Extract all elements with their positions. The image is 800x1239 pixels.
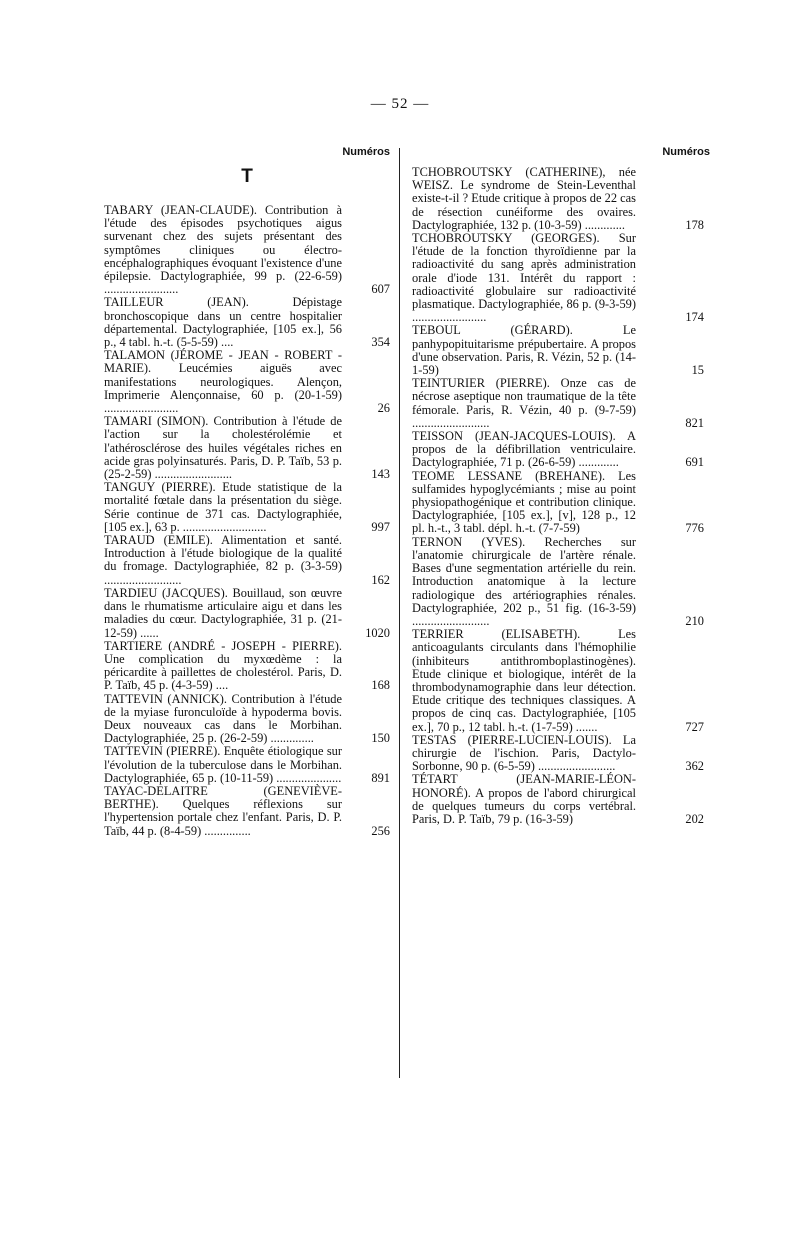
entry-text: TERRIER (ELISABETH). Les anticoagulants circulants dans l'hémophilie (inhibiteurs antithromboplastinogènes). Etude clinique et biologique, intérêt de la thrombodynamographie dans leur détection. Etude critique des techniques classiques. A propos de cinq cas. Dactylographiée, [105 ex.], 70 p., 12 tabl. h.-t. (1-7-59) ....... xyxy=(412,627,636,734)
entry-text: TARAUD (EMILE). Alimentation et santé. Introduction à l'étude biologique de la qualité du fromage. Dactylographiée, 82 p. (3-3-59) ......................... xyxy=(104,533,342,587)
column-header: Numéros xyxy=(342,146,390,158)
bibliography-entry xyxy=(412,376,704,430)
bibliography-entry xyxy=(412,534,704,628)
bibliography-entry xyxy=(104,534,390,587)
entry-text: TALAMON (JÉROME - JEAN - ROBERT - MARIE). Leucémies aiguës avec manifestations neurologiques. Alençon, Imprimerie Alençonnaise, 60 p. (20-1-59) ........................ xyxy=(104,348,342,416)
entry-text: TAILLEUR (JEAN). Dépistage bronchoscopique dans un centre hospitalier départemental. Dactylographiée, [105 ex.], 56 p., 4 tabl. h.-t. (5-5-59) .... xyxy=(104,295,342,350)
bibliography-entry xyxy=(412,429,704,470)
entry-number: 202 xyxy=(685,811,704,826)
entry-text: TÉTART (JEAN-MARIE-LÉON-HONORÉ). A propos de l'abord chirurgical de quelques tumeurs du corps vertébral. Paris, D. P. Taïb, 79 p. (16-3-59) xyxy=(412,772,636,826)
entry-number: 997 xyxy=(371,519,390,534)
entry-text: TABARY (JEAN-CLAUDE). Contribution à l'étude des épisodes psychotiques aigus survenant chez des sujets présentant des symptômes cliniques ou électro-encéphalographiques évoquant l'existence d'une épilepsie. Dactylographiée, 99 p. (22-6-59) ........................ xyxy=(104,203,342,297)
bibliography-entry xyxy=(412,468,704,536)
entry-number: 143 xyxy=(371,467,390,482)
entry-number: 821 xyxy=(685,415,704,430)
entry-number: 210 xyxy=(685,613,704,628)
entry-text: TAYAC-DELAITRE (GENEVIÈVE-BERTHE). Quelques réflexions sur l'hypertension portale chez l'enfant. Paris, D. P. Taïb, 44 p. (8-4-59) ............... xyxy=(104,783,342,838)
entry-list xyxy=(412,165,704,826)
bibliography-entry xyxy=(104,204,390,296)
section-letter: T xyxy=(241,166,253,187)
column-divider xyxy=(399,148,400,1078)
entry-text: TEISSON (JEAN-JACQUES-LOUIS). A propos de la défibrillation ventriculaire. Dactylographiée, 71 p. (26-6-59) ............. xyxy=(412,429,636,470)
entry-number: 891 xyxy=(371,770,390,785)
entry-number: 727 xyxy=(685,719,704,734)
entry-text: TEINTURIER (PIERRE). Onze cas de nécrose aseptique non traumatique de la tête fémorale. Paris, R. Vézin, 40 p. (9-7-59) ......................... xyxy=(412,376,636,430)
entry-number: 607 xyxy=(371,282,390,297)
entry-number: 1020 xyxy=(365,625,390,640)
entry-number: 354 xyxy=(371,335,390,350)
bibliography-entry xyxy=(104,296,390,349)
entry-number: 776 xyxy=(685,521,704,536)
bibliography-entry xyxy=(412,231,704,325)
page-number: — 52 — xyxy=(370,96,430,112)
bibliography-entry xyxy=(104,349,390,415)
entry-text: TANGUY (PIERRE). Etude statistique de la mortalité fœtale dans la présentation du siège. Série continue de 371 cas. Dactylographiée, [105 ex.], 63 p. ........................... xyxy=(104,480,342,534)
entry-number: 691 xyxy=(685,455,704,470)
bibliography-entry xyxy=(412,323,704,378)
entry-text: TERNON (YVES). Recherches sur l'anatomie chirurgicale de l'artère rénale. Bases d'une segmentation artérielle du rein. Introduction anatomique à la lecture radiologique des artériographies rénales. Dactylographiée, 202 p., 51 fig. (16-3-59) ......................... xyxy=(412,534,636,628)
entry-number: 174 xyxy=(685,310,704,325)
bibliography-entry xyxy=(104,745,390,785)
right-column xyxy=(412,146,710,826)
entry-number: 178 xyxy=(685,217,704,232)
bibliography-entry xyxy=(104,640,390,693)
entry-text: TCHOBROUTSKY (GEORGES). Sur l'étude de la fonction thyroïdienne par la radioactivité du sang après administration orale d'iode 131. Intérêt du rapport : radioactivité globulaire sur radioactivité plasmatique. Dactylographiée, 86 p. (9-3-59) ........................ xyxy=(412,231,636,325)
left-column xyxy=(104,146,390,838)
entry-text: TCHOBROUTSKY (CATHERINE), née WEISZ. Le syndrome de Stein-Leventhal existe-t-il ? Etude critique à propos de 22 cas de résection cunéiforme des ovaires. Dactylographiée, 132 p. (10-3-59) ............. xyxy=(412,165,636,232)
column-header: Numéros xyxy=(662,146,710,158)
bibliography-entry xyxy=(104,587,390,640)
bibliography-entry xyxy=(104,693,390,746)
bibliography-entry xyxy=(412,627,704,734)
bibliography-entry xyxy=(412,165,704,232)
entry-number: 362 xyxy=(685,759,704,774)
bibliography-entry xyxy=(104,481,390,534)
entry-text: TATTEVIN (PIERRE). Enquête étiologique sur l'évolution de la tuberculose dans le Morbihan. Dactylographiée, 65 p. (10-11-59) ..................... xyxy=(104,744,342,785)
entry-text: TESTAS (PIERRE-LUCIEN-LOUIS). La chirurgie de l'ischion. Paris, Dactylo-Sorbonne, 90 p. (6-5-59) ......................... xyxy=(412,732,636,774)
bibliography-entry xyxy=(104,415,390,481)
bibliography-entry xyxy=(412,772,704,826)
entry-list xyxy=(104,204,390,838)
entry-text: TEOME LESSANE (BREHANE). Les sulfamides hypoglycémiants ; mise au point physiopathogénique et contribution clinique. Dactylographiée, [105 ex.], [v], 128 p., 12 pl. h.-t., 3 tabl. dépl. h.-t. (7-7-59) xyxy=(412,468,636,536)
entry-number: 26 xyxy=(377,401,390,416)
entry-text: TAMARI (SIMON). Contribution à l'étude de l'action sur la cholestérolémie et l'athérosclérose des huiles végétales riches en acide gras polyinsaturés. Paris, D. P. Taïb, 53 p. (25-2-59) ......................... xyxy=(104,414,342,482)
entry-number: 15 xyxy=(691,363,704,378)
entry-number: 162 xyxy=(371,572,390,587)
entry-text: TARTIERE (ANDRÉ - JOSEPH - PIERRE). Une complication du myxœdème : la péricardite à paillettes de cholestérol. Paris, D. P. Taïb, 45 p. (4-3-59) .... xyxy=(104,638,342,693)
entry-number: 168 xyxy=(371,678,390,693)
entry-text: TEBOUL (GÉRARD). Le panhypopituitarisme prépubertaire. A propos d'une observation. Paris, R. Vézin, 52 p. (14-1-59) xyxy=(412,323,636,378)
entry-number: 150 xyxy=(371,731,390,746)
bibliography-entry xyxy=(412,732,704,774)
entry-text: TATTEVIN (ANNICK). Contribution à l'étude de la myiase furonculoïde à hypoderma bovis. Deux nouveaux cas dans le Morbihan. Dactylographiée, 25 p. (26-2-59) .............. xyxy=(104,691,342,746)
entry-text: TARDIEU (JACQUES). Bouillaud, son œuvre dans le rhumatisme articulaire aigu et dans les maladies du cœur. Dactylographiée, 31 p. (21-12-59) ...... xyxy=(104,585,342,640)
bibliography-entry xyxy=(104,785,390,838)
entry-number: 256 xyxy=(371,823,390,838)
